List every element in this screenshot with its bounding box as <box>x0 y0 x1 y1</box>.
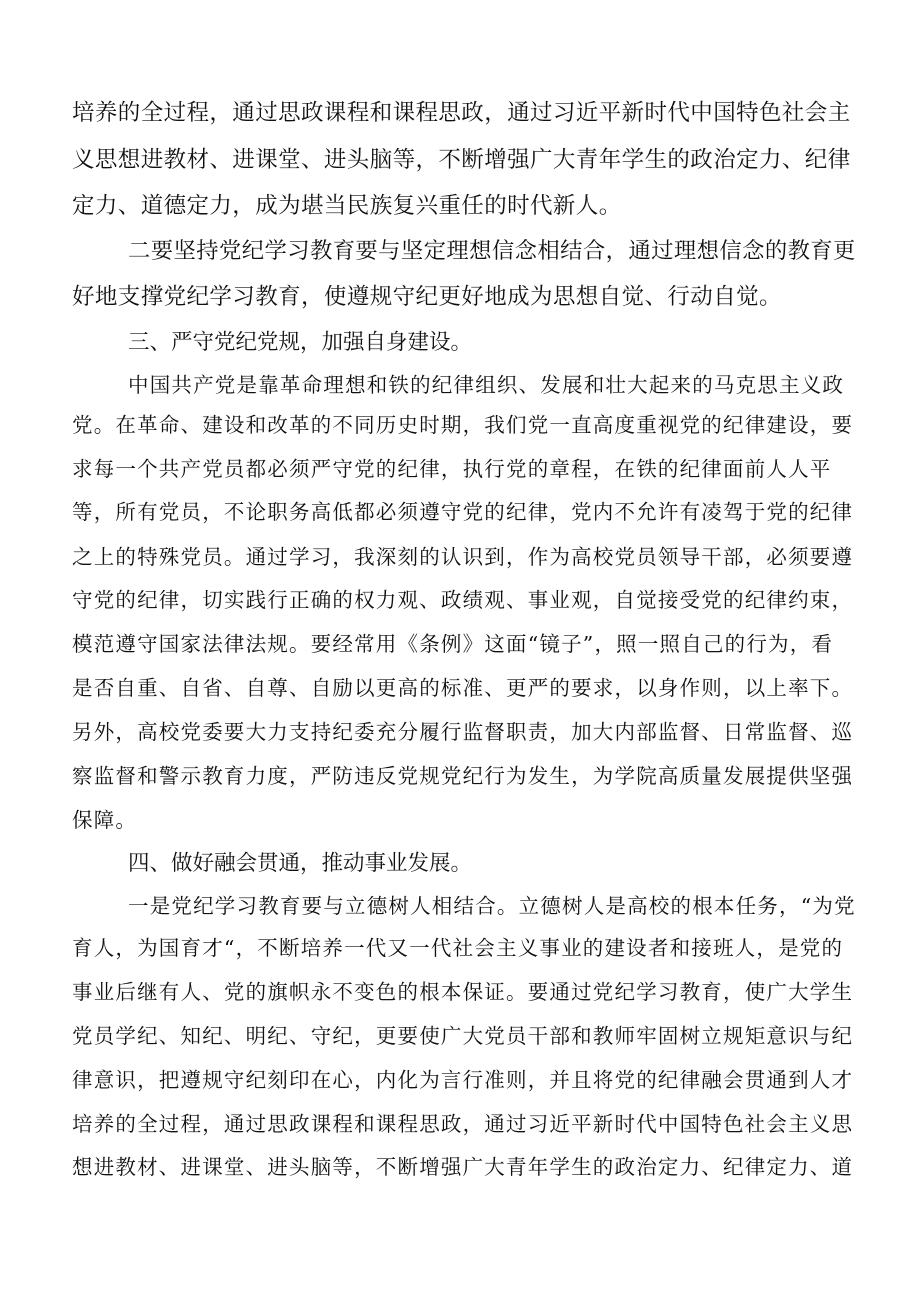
text-line: 等，所有党员，不论职务高低都必须遵守党的纪律，党内不允许有凌驾于党的纪律 <box>72 500 854 524</box>
text-line: 党。在革命、建设和改革的不同历史时期，我们党一直高度重视党的纪律建设，要 <box>72 413 854 437</box>
text-line: 二要坚持党纪学习教育要与坚定理想信念相结合，通过理想信念的教育更 <box>128 238 856 264</box>
section-heading: 三、严守党纪党规，加强自身建设。 <box>128 330 473 355</box>
text-line: 定力、道德定力，成为堪当民族复兴重任的时代新人。 <box>72 193 622 219</box>
text-line: 育人，为国育才“，不断培养一代又一代社会主义事业的建设者和接班人，是党的 <box>72 936 844 960</box>
text-line: 保障。 <box>72 808 138 832</box>
text-line: 培养的全过程，通过思政课程和课程思政，通过习近平新时代中国特色社会主义思 <box>72 1112 854 1136</box>
text-line: 想进教材、进课堂、进头脑等，不断增强广大青年学生的政治定力、纪律定力、道 <box>72 1155 854 1179</box>
section-heading: 四、做好融会贯通，推动事业发展。 <box>128 851 473 876</box>
text-line: 察监督和警示教育力度，严防违反党规党纪行为发生，为学院高质量发展提供坚强 <box>72 764 854 788</box>
text-line: 模范遵守国家法律法规。要经常用《条例》这面“镜子”，照一照自己的行为，看 <box>72 632 834 656</box>
text-line: 之上的特殊党员。通过学习，我深刻的认识到，作为高校党员领导干部，必须要遵 <box>72 545 854 569</box>
text-line: 守党的纪律，切实践行正确的权力观、政绩观、事业观，自觉接受党的纪律约束， <box>72 588 854 612</box>
text-line: 求每一个共产党员都必须严守党的纪律，执行党的章程，在铁的纪律面前人人平 <box>72 457 832 481</box>
text-line: 是否自重、自省、自尊、自励以更高的标准、更严的要求，以身作则，以上率下。 <box>72 676 854 700</box>
text-line: 党员学纪、知纪、明纪、守纪，更要使广大党员干部和教师牢固树立规矩意识与纪 <box>72 1024 854 1048</box>
text-line: 另外，高校党委要大力支持纪委充分履行监督职责，加大内部监督、日常监督、巡 <box>72 720 854 744</box>
text-line: 一是党纪学习教育要与立德树人相结合。立德树人是高校的根本任务，“为党 <box>128 894 856 918</box>
text-line: 好地支撑党纪学习教育，使遵规守纪更好地成为思想自觉、行动自觉。 <box>72 284 782 310</box>
text-line: 事业后继有人、党的旗帜永不变色的根本保证。要通过党纪学习教育，使广大学生 <box>72 980 854 1004</box>
text-line: 义思想进教材、进课堂、进头脑等，不断增强广大青年学生的政治定力、纪律 <box>72 147 851 173</box>
text-line: 中国共产党是靠革命理想和铁的纪律组织、发展和壮大起来的马克思主义政 <box>128 373 845 397</box>
text-line: 培养的全过程，通过思政课程和课程思政，通过习近平新时代中国特色社会主 <box>72 100 851 126</box>
text-line: 律意识，把遵规守纪刻印在心，内化为言行准则，并且将党的纪律融会贯通到人才 <box>72 1068 854 1092</box>
